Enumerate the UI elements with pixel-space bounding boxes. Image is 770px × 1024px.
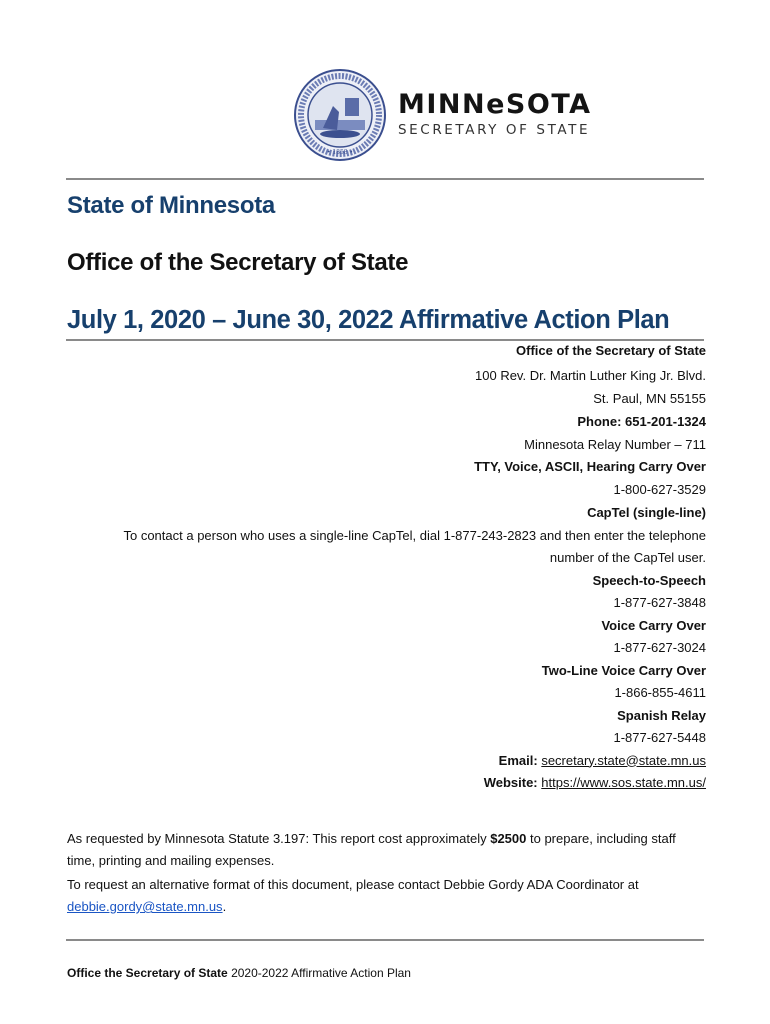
spanish-relay-label: Spanish Relay (617, 707, 706, 723)
statute-text: As requested by Minnesota Statute 3.197: This report cost approximately (67, 831, 491, 846)
office-name: Office of the Secretary of State (516, 343, 706, 358)
brand-name: MINNeSOTA (398, 89, 592, 120)
footer-office: Office the Secretary of State (67, 966, 228, 980)
email-link[interactable]: secretary.state@state.mn.us (541, 752, 706, 768)
cost-amount: $2500 (490, 831, 527, 846)
relay-number: Minnesota Relay Number – 711 (524, 436, 706, 452)
footer-divider (66, 939, 704, 941)
footer-plan: 2020-2022 Affirmative Action Plan (227, 966, 411, 980)
state-heading: State of Minnesota (67, 192, 275, 219)
brand-logo (398, 90, 592, 139)
email-row (66, 750, 706, 773)
page-footer (67, 966, 411, 980)
two-line-vco-label: Two-Line Voice Carry Over (541, 662, 706, 678)
email-label: Email: (498, 752, 538, 768)
svg-text:• 1858 •: • 1858 • (326, 149, 354, 156)
brand-subtitle: SECRETARY OF STATE (398, 122, 591, 138)
alt-format-paragraph (67, 874, 707, 918)
state-seal-icon (293, 68, 387, 162)
two-line-vco-number: 1-866-855-4611 (614, 685, 706, 700)
phone: Phone: 651-201-1324 (577, 414, 706, 429)
tty-number: 1-800-627-3529 (613, 481, 706, 497)
sts-number: 1-877-627-3848 (613, 595, 706, 610)
captel-text-1: To contact a person who uses a single-line CapTel, dial 1-877-243-2823 and then enter the telephone (123, 527, 706, 543)
website-label: Website: (483, 775, 538, 790)
captel-text-2: number of the CapTel user. (549, 550, 706, 565)
tty-label: TTY, Voice, ASCII, Hearing Carry Over (474, 459, 706, 474)
alt-format-trailing: . (222, 899, 227, 914)
website-link[interactable]: https://www.sos.state.mn.us/ (541, 775, 706, 790)
vco-number: 1-877-627-3024 (613, 640, 706, 655)
contact-block (66, 340, 706, 795)
address-line-1: 100 Rev. Dr. Martin Luther King Jr. Blvd. (475, 368, 706, 383)
statute-paragraph (67, 828, 707, 872)
plan-title: July 1, 2020 – June 30, 2022 Affirmative Action Plan (67, 306, 670, 334)
office-heading: Office of the Secretary of State (67, 249, 409, 276)
statute-text-after: to prepare, including staff time, printing and mailing expenses. (67, 831, 676, 868)
address-line-2: St. Paul, MN 55155 (593, 390, 706, 406)
header-divider (66, 178, 704, 180)
website-row (66, 772, 706, 795)
sts-label: Speech-to-Speech (592, 572, 706, 588)
alt-format-text: To request an alternative format of this document, please contact Debbie Gordy ADA Coordinator at (67, 877, 639, 892)
spanish-relay-number: 1-877-627-5448 (613, 730, 706, 745)
captel-label: CapTel (single-line) (587, 505, 706, 520)
ada-email-link[interactable]: debbie.gordy@state.mn.us (67, 899, 223, 914)
vco-label: Voice Carry Over (601, 617, 706, 633)
